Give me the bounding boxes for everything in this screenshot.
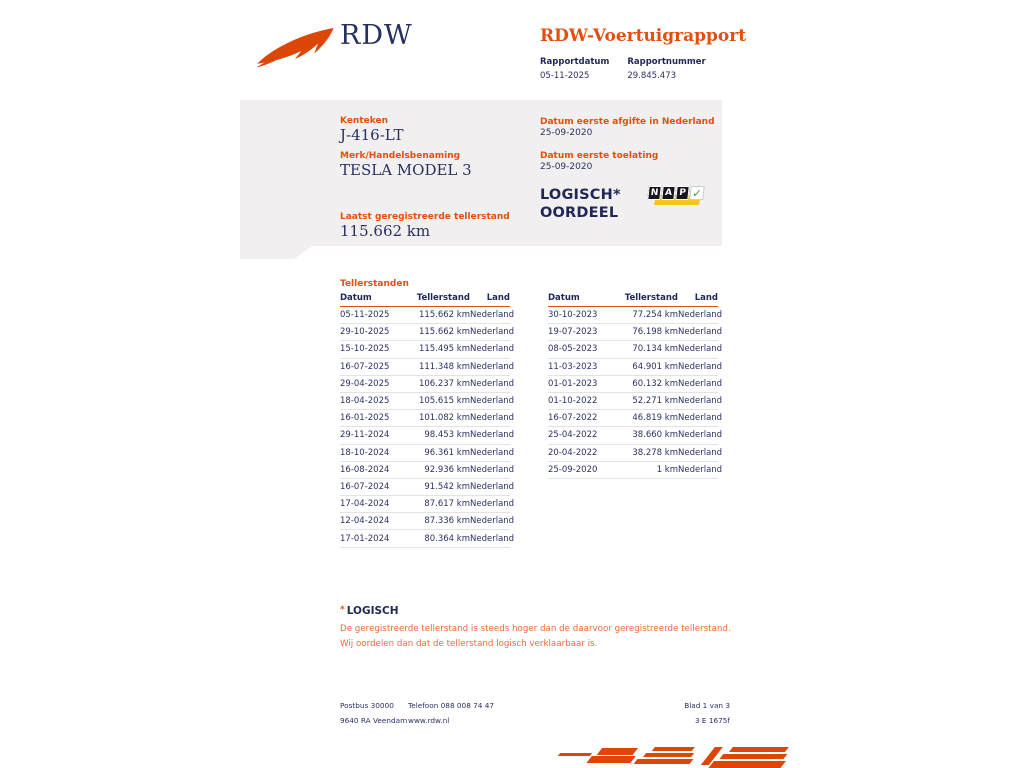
cell-datum: 01-01-2023 (548, 375, 618, 392)
cell-land: Nederland (470, 324, 510, 341)
brand-value: TESLA MODEL 3 (340, 161, 472, 179)
cell-datum: 16-07-2022 (548, 410, 618, 427)
cell-land: Nederland (678, 375, 718, 392)
cell-tellerstand: 70.134 km (618, 341, 678, 358)
report-meta (540, 57, 720, 81)
footnote-title-text: LOGISCH (346, 605, 399, 617)
first-issue-label: Datum eerste afgifte in Nederland (540, 117, 715, 127)
table-row (548, 410, 718, 427)
cell-tellerstand: 80.364 km (410, 530, 470, 547)
column-header-tellerstand: Tellerstand (410, 291, 470, 307)
table-row (340, 410, 510, 427)
cell-land: Nederland (470, 375, 510, 392)
odometer-table-right (548, 291, 723, 479)
table-row (548, 341, 718, 358)
table-row (340, 513, 510, 530)
cell-tellerstand: 91.542 km (410, 478, 470, 495)
cell-land: Nederland (470, 496, 510, 513)
table-header-row (548, 291, 718, 307)
cell-datum: 05-11-2025 (340, 307, 410, 324)
license-plate-value: J-416-LT (340, 126, 404, 144)
first-admission-label: Datum eerste toelating (540, 151, 659, 161)
cell-land: Nederland (470, 427, 510, 444)
cell-tellerstand: 115.662 km (410, 324, 470, 341)
cell-tellerstand: 115.495 km (410, 341, 470, 358)
footer-address (340, 699, 407, 728)
column-header-tellerstand: Tellerstand (618, 291, 678, 307)
cell-land: Nederland (678, 427, 718, 444)
report-date-block (540, 57, 609, 81)
table-row (548, 324, 718, 341)
column-header-land: Land (678, 291, 718, 307)
cell-land: Nederland (470, 444, 510, 461)
report-date-value: 05-11-2025 (540, 71, 590, 81)
table-row (548, 392, 718, 409)
cell-land: Nederland (678, 461, 718, 478)
nap-logo (648, 186, 703, 208)
table-row (548, 444, 718, 461)
table-row (340, 427, 510, 444)
cell-tellerstand: 52.271 km (618, 392, 678, 409)
cell-land: Nederland (470, 307, 510, 324)
cell-land: Nederland (470, 341, 510, 358)
cell-tellerstand: 98.453 km (410, 427, 470, 444)
table-row (340, 461, 510, 478)
cell-datum: 16-07-2024 (340, 478, 410, 495)
cell-tellerstand: 106.237 km (410, 375, 470, 392)
cell-land: Nederland (678, 444, 718, 461)
cell-tellerstand: 111.348 km (410, 358, 470, 375)
footer-page-number: Blad 1 van 3 (684, 701, 730, 710)
column-header-land: Land (470, 291, 510, 307)
cell-tellerstand: 60.132 km (618, 375, 678, 392)
cell-datum: 30-10-2023 (548, 307, 618, 324)
cell-datum: 17-04-2024 (340, 496, 410, 513)
cell-tellerstand: 46.819 km (618, 410, 678, 427)
cell-datum: 18-10-2024 (340, 444, 410, 461)
footer-page-info (684, 699, 730, 728)
cell-land: Nederland (470, 392, 510, 409)
cell-tellerstand: 77.254 km (618, 307, 678, 324)
verdict-footnote (340, 605, 736, 651)
cell-datum: 11-03-2023 (548, 358, 618, 375)
cell-land: Nederland (678, 410, 718, 427)
table-row (548, 307, 718, 324)
cell-datum: 08-05-2023 (548, 341, 618, 358)
cell-tellerstand: 64.901 km (618, 358, 678, 375)
license-plate-label: Kenteken (340, 116, 388, 126)
cell-datum: 01-10-2022 (548, 392, 618, 409)
table-row (548, 461, 718, 478)
table-row (340, 307, 510, 324)
tables-title: Tellerstanden (340, 279, 409, 289)
cell-tellerstand: 76.198 km (618, 324, 678, 341)
nap-letter-a: A (661, 186, 675, 200)
cell-land: Nederland (678, 358, 718, 375)
rdw-stripe-graphic-icon (550, 743, 802, 768)
table-row (340, 341, 510, 358)
cell-datum: 12-04-2024 (340, 513, 410, 530)
footnote-title (340, 605, 736, 617)
cell-datum: 29-04-2025 (340, 375, 410, 392)
table-row (340, 358, 510, 375)
nap-checkmark-icon: ✓ (689, 186, 704, 200)
cell-land: Nederland (470, 478, 510, 495)
cell-land: Nederland (470, 461, 510, 478)
cell-datum: 17-01-2024 (340, 530, 410, 547)
verdict-line2: OORDEEL (540, 205, 619, 221)
report-date-label: Rapportdatum (540, 57, 610, 67)
rdw-feather-logo-icon (252, 26, 336, 72)
nap-letter-p: P (675, 186, 689, 200)
footer-address-line1: Postbus 30000 (340, 701, 394, 710)
table-row (340, 530, 510, 547)
cell-land: Nederland (678, 341, 718, 358)
cell-datum: 16-07-2025 (340, 358, 410, 375)
nap-letter-n: N (647, 186, 661, 200)
table-row (548, 375, 718, 392)
vehicle-summary-card (240, 100, 722, 246)
cell-land: Nederland (678, 324, 718, 341)
table-row (548, 358, 718, 375)
cell-datum: 16-01-2025 (340, 410, 410, 427)
cell-datum: 29-11-2024 (340, 427, 410, 444)
cell-tellerstand: 92.936 km (410, 461, 470, 478)
rdw-wordmark: RDW (340, 20, 413, 51)
footer-website: www.rdw.nl (408, 715, 450, 725)
verdict-line1: LOGISCH* (540, 187, 621, 203)
cell-datum: 29-10-2025 (340, 324, 410, 341)
odometer-label: Laatst geregistreerde tellerstand (340, 212, 510, 222)
cell-land: Nederland (470, 410, 510, 427)
table-row (340, 375, 510, 392)
cell-datum: 15-10-2025 (340, 341, 410, 358)
cell-tellerstand: 87.336 km (410, 513, 470, 530)
document-title: RDW-Voertuigrapport (540, 26, 747, 46)
footer-contact (408, 699, 494, 728)
cell-land: Nederland (470, 358, 510, 375)
cell-land: Nederland (678, 307, 718, 324)
cell-land: Nederland (470, 530, 510, 547)
cell-datum: 20-04-2022 (548, 444, 618, 461)
cell-tellerstand: 115.662 km (410, 307, 470, 324)
nap-letter-boxes (648, 186, 704, 200)
column-header-datum: Datum (340, 291, 410, 307)
cell-tellerstand: 38.278 km (618, 444, 678, 461)
cell-tellerstand: 38.660 km (618, 427, 678, 444)
odometer-value: 115.662 km (340, 222, 431, 240)
footer-form-code: 3 E 1675f (694, 715, 730, 725)
cell-tellerstand: 1 km (618, 461, 678, 478)
footnote-body: De geregistreerde tellerstand is steeds hoger dan de daarvoor geregistreerde tellerstand. Wij oordelen dan dat de tellerstand logisch verklaarbaar is. (340, 624, 731, 649)
table-row (548, 427, 718, 444)
footer-address-line2: 9640 RA Veendam (340, 715, 408, 725)
cell-land: Nederland (678, 392, 718, 409)
cell-tellerstand: 87.617 km (410, 496, 470, 513)
table-row (340, 444, 510, 461)
brand-label: Merk/Handelsbenaming (340, 151, 461, 161)
card-corner-tab (240, 246, 312, 259)
first-issue-value: 25-09-2020 (540, 128, 593, 138)
odometer-table-left (340, 291, 515, 548)
cell-datum: 19-07-2023 (548, 324, 618, 341)
cell-datum: 16-08-2024 (340, 461, 410, 478)
cell-land: Nederland (470, 513, 510, 530)
verdict-text (540, 186, 621, 222)
cell-datum: 18-04-2025 (340, 392, 410, 409)
first-admission-value: 25-09-2020 (540, 162, 593, 172)
table-header-row (340, 291, 510, 307)
cell-tellerstand: 101.082 km (410, 410, 470, 427)
column-header-datum: Datum (548, 291, 618, 307)
report-number-block (627, 57, 705, 81)
cell-tellerstand: 96.361 km (410, 444, 470, 461)
table-row (340, 324, 510, 341)
footnote-asterisk: * (340, 605, 345, 615)
cell-datum: 25-04-2022 (548, 427, 618, 444)
table-row (340, 392, 510, 409)
cell-tellerstand: 105.615 km (410, 392, 470, 409)
cell-datum: 25-09-2020 (548, 461, 618, 478)
report-number-value: 29.845.473 (627, 71, 677, 81)
table-row (340, 478, 510, 495)
report-number-label: Rapportnummer (627, 57, 706, 67)
footer-phone: Telefoon 088 008 74 47 (408, 701, 495, 710)
table-row (340, 496, 510, 513)
